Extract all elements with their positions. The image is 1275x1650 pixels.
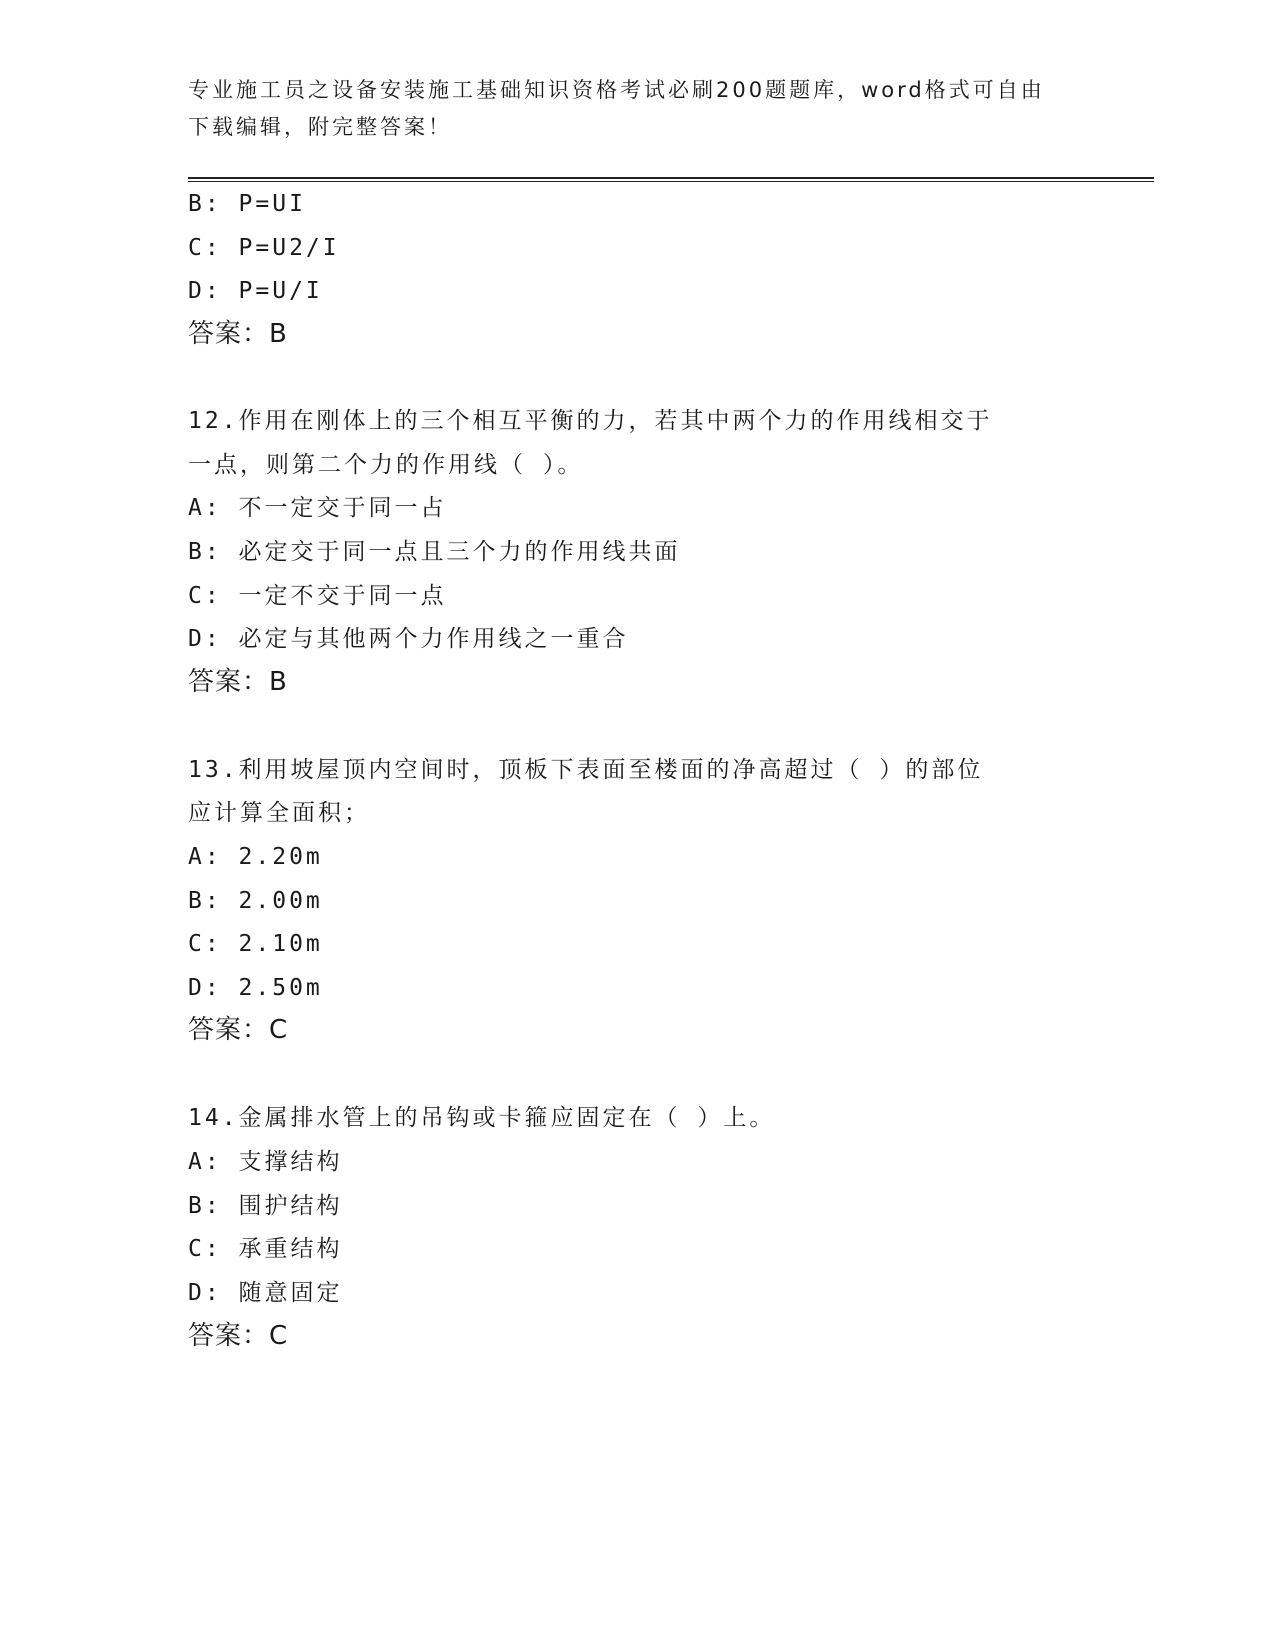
question-14-stem: 14.金属排水管上的吊钩或卡箍应固定在（ ）上。 [188, 1105, 776, 1131]
question-13-option-b: B: 2.00m [188, 888, 323, 914]
question-13-stem-cont: 应计算全面积； [188, 800, 370, 826]
question-14-option-b: B: 围护结构 [188, 1193, 343, 1219]
question-12-option-d: D: 必定与其他两个力作用线之一重合 [188, 626, 629, 652]
question-13-option-c: C: 2.10m [188, 931, 323, 957]
document-header: 专业施工员之设备安装施工基础知识资格考试必刷200题题库，word格式可自由 下载编辑，附完整答案！ [188, 78, 1045, 139]
question-12-option-c: C: 一定不交于同一点 [188, 583, 447, 609]
option-d: D: P=U/I [188, 278, 323, 304]
question-12-option-b: B: 必定交于同一点且三个力的作用线共面 [188, 539, 681, 565]
question-13-option-d: D: 2.50m [188, 975, 323, 1001]
question-14-option-c: C: 承重结构 [188, 1236, 343, 1262]
question-14-answer: 答案：C [188, 1321, 289, 1351]
option-b: B: P=UI [188, 191, 306, 217]
question-12-stem: 12.作用在刚体上的三个相互平衡的力，若其中两个力的作用线相交于 [188, 408, 993, 434]
question-13-stem: 13.利用坡屋顶内空间时，顶板下表面至楼面的净高超过（ ）的部位 [188, 757, 984, 783]
answer-label: 答案：B [188, 319, 288, 349]
option-c: C: P=U2/I [188, 235, 340, 261]
question-14-option-d: D: 随意固定 [188, 1280, 343, 1306]
question-12-option-a: A: 不一定交于同一占 [188, 495, 447, 521]
question-13-option-a: A: 2.20m [188, 844, 323, 870]
question-12-stem-cont: 一点，则第二个力的作用线（ ）。 [188, 452, 584, 478]
question-13-answer: 答案：C [188, 1015, 289, 1045]
header-divider-thin [188, 181, 1154, 182]
header-divider-thick [188, 177, 1154, 179]
question-12-answer: 答案：B [188, 667, 288, 697]
question-14-option-a: A: 支撑结构 [188, 1149, 343, 1175]
